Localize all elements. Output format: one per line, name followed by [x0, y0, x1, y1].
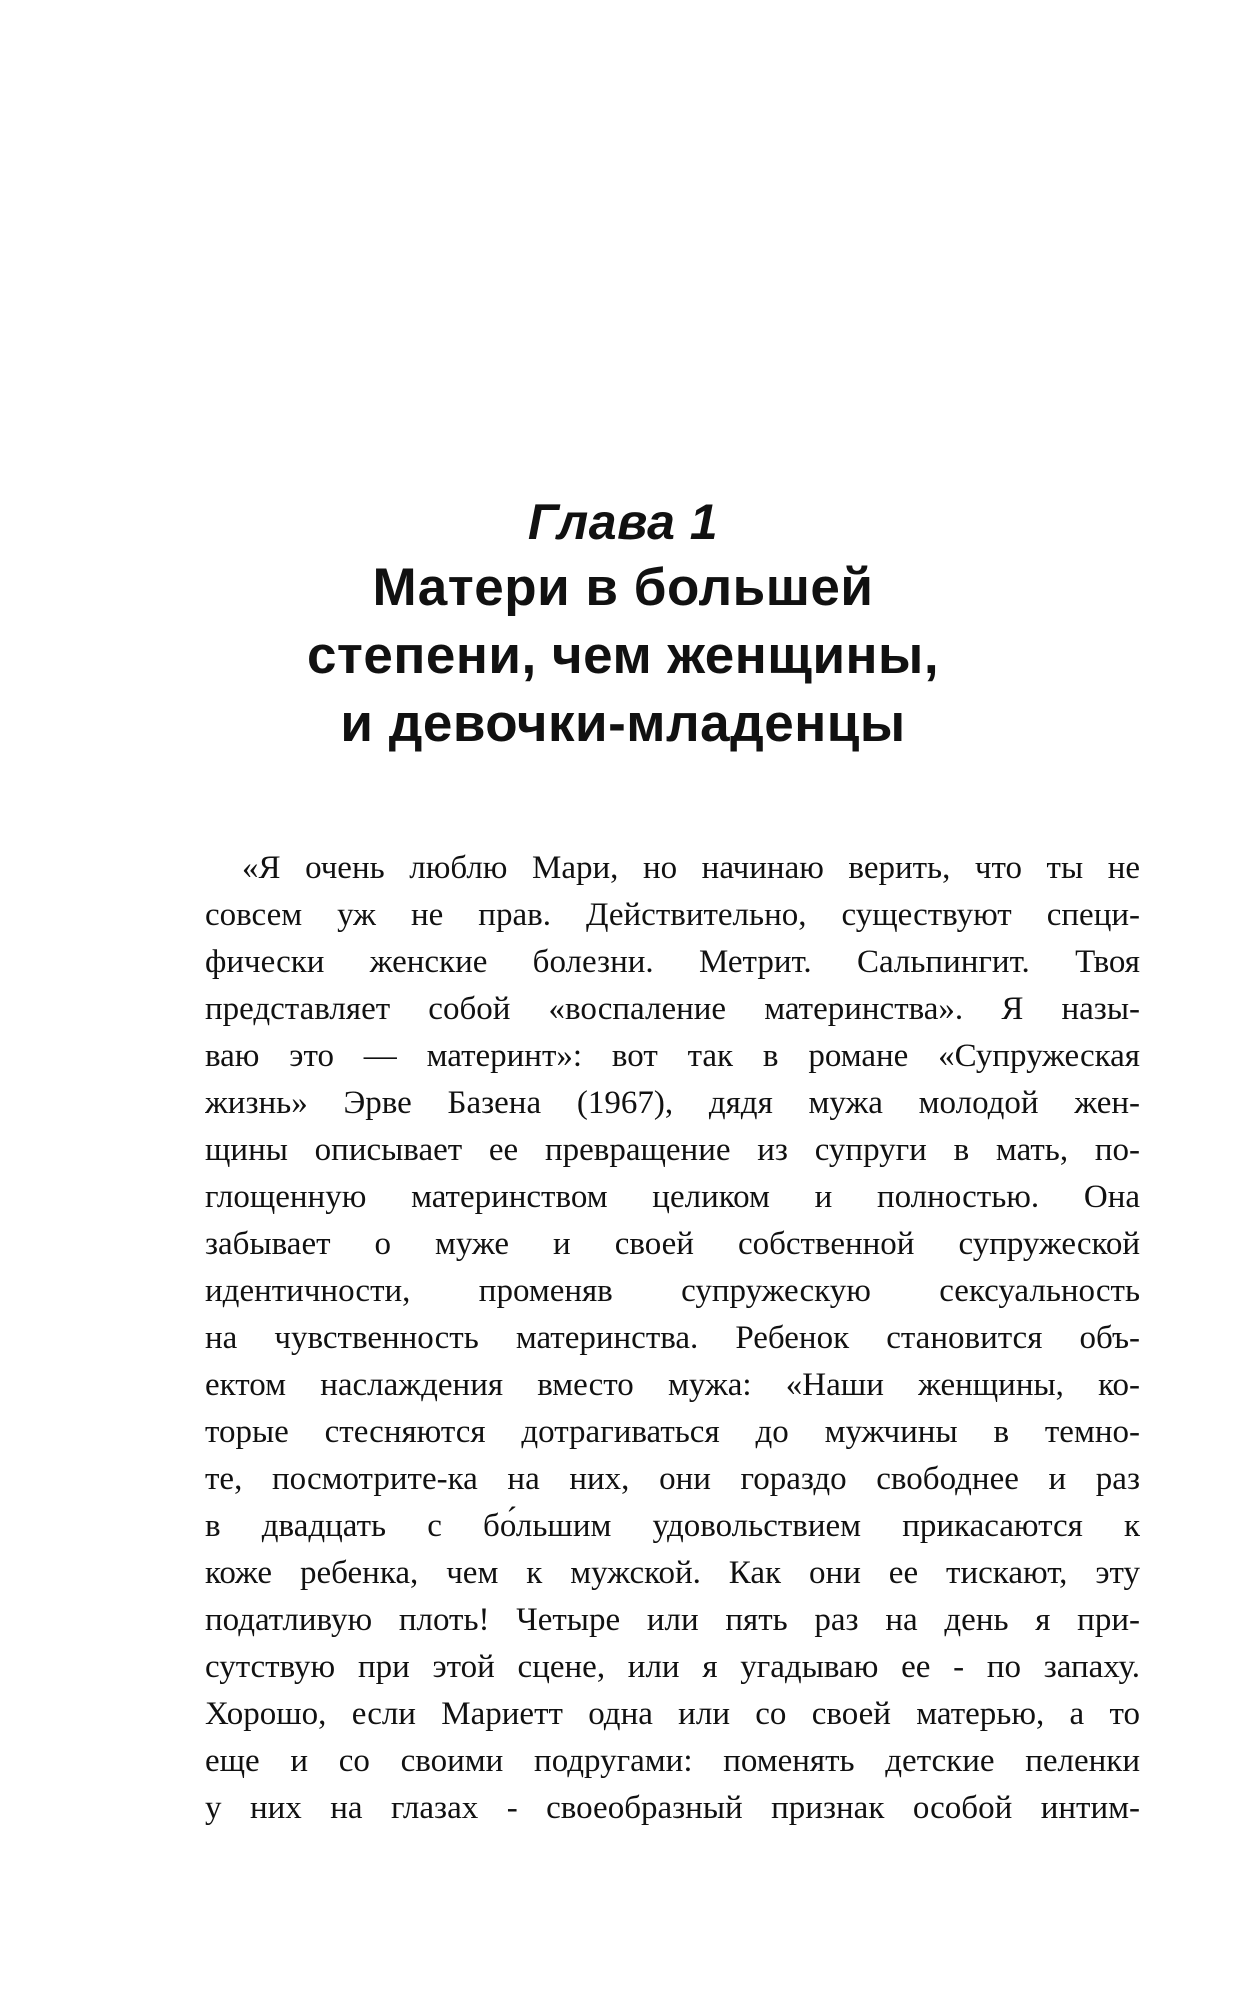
text-line: жизнь» Эрве Базена (1967), дядя мужа молодой жен-: [205, 1085, 1140, 1121]
text-line: забывает о муже и своей собственной супружеской: [205, 1226, 1140, 1262]
chapter-heading: [0, 490, 1246, 758]
text-line: Хорошо, если Мариетт одна или со своей матерью, а то: [205, 1696, 1140, 1732]
text-line: в двадцать с бо́льшим удовольствием прикасаются к: [205, 1508, 1140, 1544]
text-line: ектом наслаждения вместо мужа: «Наши женщины, ко-: [205, 1367, 1140, 1403]
chapter-title: [0, 554, 1246, 758]
text-line: коже ребенка, чем к мужской. Как они ее тискают, эту: [205, 1555, 1140, 1591]
text-line: сутствую при этой сцене, или я угадываю ее - по запаху.: [205, 1649, 1140, 1685]
text-line: глощенную материнством целиком и полностью. Она: [205, 1179, 1140, 1215]
text-line: ваю это — материнт»: вот так в романе «Супружеская: [205, 1038, 1140, 1074]
text-line: представляет собой «воспаление материнства». Я назы-: [205, 991, 1140, 1027]
chapter-title-line: Матери в большей: [372, 558, 874, 617]
body-paragraph: [205, 845, 1140, 1832]
text-line: у них на глазах - своеобразный признак особой интим-: [205, 1790, 1140, 1826]
text-line: «Я очень люблю Мари, но начинаю верить, что ты не: [242, 850, 1140, 886]
chapter-label: Глава 1: [527, 494, 719, 550]
text-line: фически женские болезни. Метрит. Сальпингит. Твоя: [205, 944, 1140, 980]
text-line: еще и со своими подругами: поменять детские пеленки: [205, 1743, 1140, 1779]
text-line: податливую плоть! Четыре или пять раз на день я при-: [205, 1602, 1140, 1638]
text-line: на чувственность материнства. Ребенок становится объ-: [205, 1320, 1140, 1356]
text-line: те, посмотрите-ка на них, они гораздо свободнее и раз: [205, 1461, 1140, 1497]
chapter-title-line: и девочки-младенцы: [340, 694, 906, 753]
text-line: идентичности, променяв супружескую сексуальность: [205, 1273, 1140, 1309]
chapter-title-line: степени, чем женщины,: [306, 626, 940, 685]
text-line: торые стесняются дотрагиваться до мужчины в темно-: [205, 1414, 1140, 1450]
text-line: щины описывает ее превращение из супруги в мать, по-: [205, 1132, 1140, 1168]
text-line: совсем уж не прав. Действительно, существуют специ-: [205, 897, 1140, 933]
